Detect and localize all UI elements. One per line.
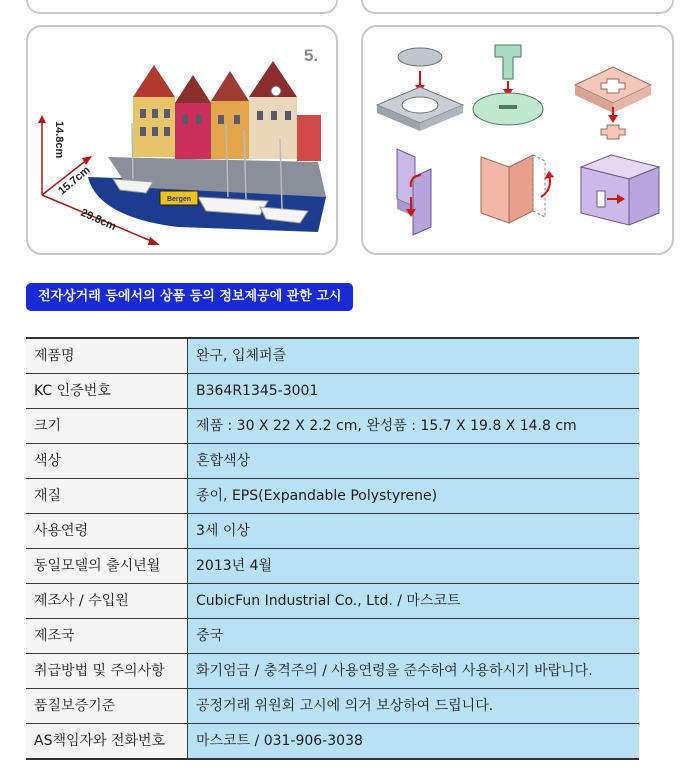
assembly-instructions-panel: [361, 25, 674, 255]
table-row: [26, 444, 639, 479]
row-value: 3세 이상: [188, 514, 640, 549]
row-label: 동일모델의 출시년월: [26, 549, 188, 584]
table-row: [26, 724, 639, 760]
assembly-instructions-illustration: [363, 27, 672, 253]
notice-title: 전자상거래 등에서의 상품 등의 정보제공에 관한 고시: [38, 289, 342, 304]
row-label: 품질보증기준: [26, 689, 188, 724]
dimension-height-label: 14.8cm: [53, 121, 65, 159]
row-label: 제조사 / 수입원: [26, 584, 188, 619]
finished-model-illustration: [28, 27, 336, 253]
dimension-depth-label: 15.7cm: [56, 164, 93, 198]
table-row: [26, 689, 639, 724]
row-label: 재질: [26, 479, 188, 514]
row-value: 중국: [188, 619, 640, 654]
previous-panel-right-frame: [361, 0, 674, 14]
table-row: [26, 584, 639, 619]
table-row: [26, 338, 639, 374]
row-value: 공정거래 위원회 고시에 의거 보상하여 드립니다.: [188, 689, 640, 724]
row-label: 제조국: [26, 619, 188, 654]
boat-sign-text: Bergen: [166, 196, 192, 203]
step-number: 5.: [304, 46, 319, 65]
row-label: 크기: [26, 409, 188, 444]
table-row: [26, 409, 639, 444]
row-label: 취급방법 및 주의사항: [26, 654, 188, 689]
table-row: [26, 619, 639, 654]
table-row: [26, 549, 639, 584]
row-value: CubicFun Industrial Co., Ltd. / 마스코트: [188, 584, 640, 619]
row-label: 색상: [26, 444, 188, 479]
row-label: 사용연령: [26, 514, 188, 549]
row-value: 제품 : 30 X 22 X 2.2 cm, 완성품 : 15.7 X 19.8 X 14.8 cm: [188, 409, 640, 444]
table-row: [26, 654, 639, 689]
previous-panel-left-frame: [26, 0, 338, 14]
row-label: KC 인증번호: [26, 374, 188, 409]
row-value: 화기엄금 / 충격주의 / 사용연령을 준수하여 사용하시기 바랍니다.: [188, 654, 640, 689]
row-value: 종이, EPS(Expandable Polystyrene): [188, 479, 640, 514]
row-value: 2013년 4월: [188, 549, 640, 584]
row-value: 완구, 입체퍼즐: [188, 338, 640, 374]
product-info-table: [26, 337, 639, 760]
table-row: [26, 374, 639, 409]
table-row: [26, 479, 639, 514]
finished-model-panel: [26, 25, 338, 255]
row-label: 제품명: [26, 338, 188, 374]
row-value: 혼합색상: [188, 444, 640, 479]
dimension-width-label: 29.8cm: [78, 206, 118, 233]
row-value: B364R1345-3001: [188, 374, 640, 409]
row-value: 마스코트 / 031-906-3038: [188, 724, 640, 760]
table-row: [26, 514, 639, 549]
row-label: AS책임자와 전화번호: [26, 724, 188, 760]
notice-title-badge: [26, 283, 353, 311]
